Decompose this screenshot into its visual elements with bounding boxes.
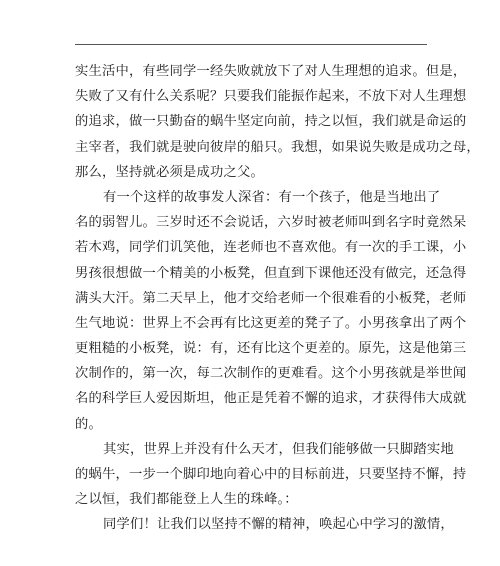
text-line: 若木鸡，同学们讥笑他，连老师也不喜欢他。有一次的手工课，小 [75,240,467,256]
text-line: 满头大汗。第二天早上，他才交给老师一个很难看的小板凳，老师 [75,290,467,306]
text-line: 男孩很想做一个精美的小板凳，但直到下课他还没有做完，还急得 [75,265,467,281]
text-line: 的蜗牛，一步一个脚印地向着心中的目标前进，只要坚持不懈，持 [75,467,467,482]
text-line: 实生活中，有些同学一经失败就放下了对人生理想的追求。但是， [75,64,467,79]
paragraph-3 [75,437,467,513]
text-line: 之以恒，我们都能登上人生的珠峰。： [75,492,298,508]
text-line: 的。 [75,416,102,432]
header-rule [75,44,427,45]
text-line: 生气地说：世界上不会再有比这更差的凳子了。小男孩拿出了两个 [75,315,467,331]
text-line: 更粗糙的小板凳，说：有，还有比这个更差的。原先，这是他第三 [75,341,467,357]
paragraph-1 [75,59,480,185]
paragraph-2 [75,185,467,437]
text-line: 同学们！让我们以坚持不懈的精神，唤起心中学习的激情， [103,517,454,533]
text-line: 有一个这样的故事发人深省：有一个孩子，他是当地出了 [103,189,441,205]
text-line: 名的弱智儿。三岁时还不会说话，六岁时被老师叫到名字时竟然呆 [75,215,467,231]
text-line: 次制作的，第一次，每二次制作的更难看。这个小男孩就是举世闻 [75,366,467,382]
text-line: 其实，世界上并没有什么天才，但我们能够做一只脚踏实地 [103,441,454,457]
text-line: 失败了又有什么关系呢？只要我们能振作起来，不放下对人生理想 [75,89,467,105]
text-line: 的追求，做一只勤奋的蜗牛坚定向前，持之以恒，我们就是命运的 [75,114,467,130]
text-line: 主宰者，我们就是驶向彼岸的船只。我想，如果说失败是成功之母， [75,139,480,155]
body-text [75,59,480,538]
text-line: 那么，坚持就必须是成功之父。 [75,164,264,180]
paragraph-4 [75,512,454,537]
text-line: 名的科学巨人爱因斯坦，他正是凭着不懈的追求，才获得伟大成就 [75,391,467,407]
